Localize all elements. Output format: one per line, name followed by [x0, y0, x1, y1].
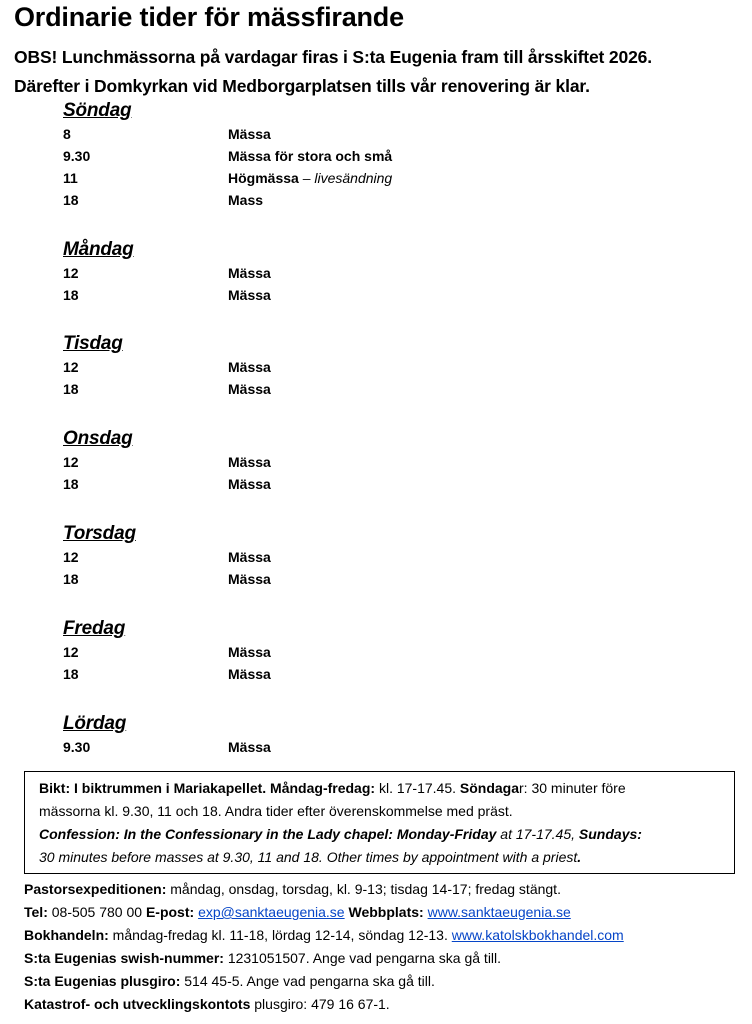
confession-en-sunday-label: Sundays: [578, 826, 642, 842]
mass-name: Mässa [228, 126, 271, 142]
mass-row [63, 262, 623, 284]
mass-time: 9.30 [63, 148, 91, 164]
mass-name: Mässa [228, 359, 271, 375]
mass-name: Mässa [228, 454, 271, 470]
mass-name: Mässa [228, 739, 271, 755]
mass-row [63, 123, 623, 145]
mass-time: 12 [63, 454, 79, 470]
contact-info [24, 878, 744, 1016]
confession-sv-sunday-label: Söndaga [459, 780, 520, 796]
day-heading: Söndag [63, 100, 132, 121]
mass-row [63, 189, 623, 211]
mass-time: 18 [63, 476, 79, 492]
day-section [63, 711, 623, 758]
mass-time: 11 [63, 170, 78, 186]
mass-time: 8 [63, 126, 71, 142]
bookshop-hours [24, 924, 744, 947]
mass-time: 12 [63, 265, 79, 281]
notice-line-1: OBS! Lunchmässorna på vardagar firas i S:ta Eugenia fram till årsskiftet 2026. [14, 47, 652, 67]
day-heading: Måndag [63, 239, 134, 260]
mass-name: Mässa [228, 476, 271, 492]
plusgiro-label: S:ta Eugenias plusgiro: [24, 973, 181, 989]
day-section [63, 521, 623, 590]
day-heading: Onsdag [63, 428, 133, 449]
swish-label: S:ta Eugenias swish-nummer: [24, 950, 224, 966]
mass-name: Mässa [228, 644, 271, 660]
plusgiro-text: 514 45-5. Ange vad pengarna ska gå till. [180, 973, 435, 989]
mass-name: Mässa [228, 666, 271, 682]
swish-text: 1231051507. Ange vad pengarna ska gå till. [223, 950, 502, 966]
page-title: Ordinarie tider för mässfirande [14, 2, 404, 32]
mass-name: Mässa [228, 571, 271, 587]
mass-note: – livesändning [298, 170, 393, 186]
mass-name: Mässa [228, 381, 271, 397]
confession-swedish-line-1 [39, 777, 734, 800]
confession-sv-times: kl. 17-17.45. [375, 780, 460, 796]
mass-row [63, 641, 623, 663]
mass-row [63, 663, 623, 685]
email-label: E-post: [145, 904, 195, 920]
mass-row [63, 145, 623, 167]
shop-label: Bokhandeln: [24, 927, 109, 943]
day-section [63, 98, 623, 211]
disaster-text: plusgiro: 479 16 67-1. [250, 996, 390, 1012]
mass-time: 9.30 [63, 739, 91, 755]
mass-time: 12 [63, 359, 79, 375]
renovation-notice [14, 43, 652, 101]
mass-time: 18 [63, 381, 79, 397]
mass-name: Mässa [228, 549, 271, 565]
swish-info [24, 947, 744, 970]
disaster-fund-info [24, 993, 744, 1016]
tel-label: Tel: [24, 904, 48, 920]
mass-row [63, 736, 623, 758]
mass-row [63, 546, 623, 568]
mass-row [63, 378, 623, 400]
mass-time: 18 [63, 287, 79, 303]
mass-name: Högmässa [228, 170, 299, 186]
email-link[interactable]: exp@sanktaeugenia.se [198, 904, 345, 920]
contact-line [24, 901, 744, 924]
mass-row [63, 284, 623, 306]
day-section [63, 616, 623, 685]
confession-english-line-1 [39, 823, 734, 846]
office-label: Pastorsexpeditionen: [24, 881, 167, 897]
mass-row [63, 356, 623, 378]
confession-english-line-2 [39, 846, 734, 869]
plusgiro-info [24, 970, 744, 993]
mass-time: 18 [63, 666, 79, 682]
mass-name: Mass [228, 192, 264, 208]
shop-text: måndag-fredag kl. 11-18, lördag 12-14, söndag 12-13. [108, 927, 452, 943]
mass-time: 12 [63, 644, 79, 660]
mass-row [63, 451, 623, 473]
mass-time: 18 [63, 571, 79, 587]
mass-name: Mässa [228, 265, 271, 281]
day-heading: Torsdag [63, 523, 136, 544]
day-heading: Fredag [63, 618, 126, 639]
day-heading: Tisdag [63, 333, 123, 354]
bookshop-link[interactable]: www.katolskbokhandel.com [451, 927, 624, 943]
notice-line-2: Därefter i Domkyrkan vid Medborgarplatsen tills vår renovering är klar. [14, 76, 590, 96]
office-text: måndag, onsdag, torsdag, kl. 9-13; tisdag 14-17; fredag stängt. [166, 881, 561, 897]
web-label: Webbplats: [348, 904, 424, 920]
confession-en-sunday-text: 30 minutes before masses at 9.30, 11 and 18. Other times by appointment with a priest [39, 849, 578, 865]
mass-row [63, 167, 623, 189]
day-heading: Lördag [63, 713, 127, 734]
office-hours [24, 878, 744, 901]
confession-en-times: at 17-17.45, [496, 826, 579, 842]
mass-schedule [63, 98, 623, 758]
mass-time: 12 [63, 549, 79, 565]
mass-name: Mässa [228, 287, 271, 303]
confession-swedish-line-2: mässorna kl. 9.30, 11 och 18. Andra tider efter överenskommelse med präst. [39, 803, 513, 819]
website-link[interactable]: www.sanktaeugenia.se [427, 904, 571, 920]
day-section [63, 426, 623, 495]
mass-row [63, 568, 623, 590]
disaster-label: Katastrof- och utvecklingskontots [24, 996, 251, 1012]
mass-row [63, 473, 623, 495]
mass-time: 18 [63, 192, 79, 208]
day-section [63, 331, 623, 400]
confession-sv-label: Bikt: I biktrummen i Mariakapellet. Måndag-fredag: [39, 780, 376, 796]
confession-box [24, 771, 735, 874]
mass-name: Mässa för stora och små [228, 148, 393, 164]
tel-value: 08-505 780 00 [47, 904, 146, 920]
confession-en-end: . [577, 849, 582, 865]
confession-en-label: Confession: In the Confessionary in the Lady chapel: Monday-Friday [39, 826, 497, 842]
confession-sv-sunday-text: r: 30 minuter före [519, 780, 626, 796]
day-section [63, 237, 623, 306]
